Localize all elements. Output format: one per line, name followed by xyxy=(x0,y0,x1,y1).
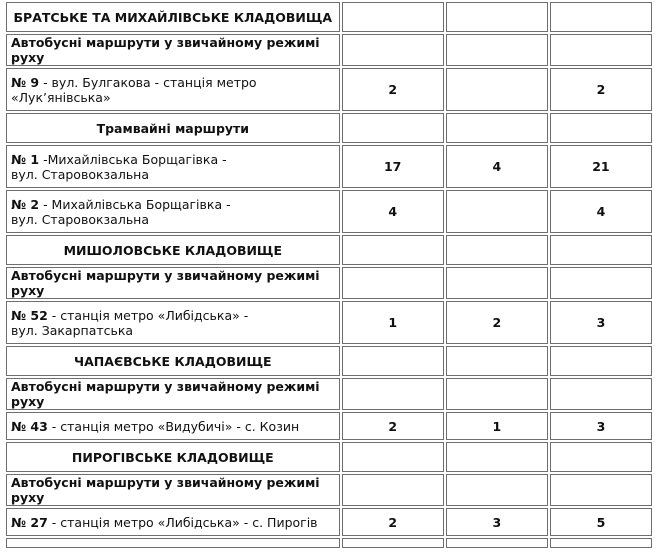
empty-cell xyxy=(550,235,652,265)
empty-cell xyxy=(550,474,652,506)
subsection-header-row xyxy=(6,378,652,410)
route-row xyxy=(6,190,652,233)
vehicle-count-3: 5 xyxy=(550,508,652,536)
transport-schedule-table xyxy=(4,0,654,550)
table-body xyxy=(6,2,652,548)
empty-cell xyxy=(446,346,548,376)
route-path: - станція метро «Видубичі» - с. Козин xyxy=(47,418,300,434)
route-description xyxy=(6,145,340,188)
vehicle-count-1: 17 xyxy=(342,145,444,188)
empty-cell xyxy=(446,442,548,472)
vehicle-count-2: 4 xyxy=(446,145,548,188)
route-path: - вул. Булгакова - станція метро xyxy=(39,74,257,90)
vehicle-count-2: 3 xyxy=(446,508,548,536)
route-description xyxy=(6,190,340,233)
route-path: - станція метро «Либідська» - с. Пирогів xyxy=(47,514,318,530)
route-description xyxy=(6,508,340,536)
empty-cell xyxy=(342,2,444,32)
vehicle-count-1: 2 xyxy=(342,508,444,536)
route-description xyxy=(6,68,340,111)
subsection-title: Автобусні маршрути у звичайному режимі руху xyxy=(6,378,340,410)
route-row xyxy=(6,145,652,188)
route-number: № 27 xyxy=(11,514,48,530)
subsection-title: Автобусні маршрути у звичайному режимі руху xyxy=(6,474,340,506)
section-title: ПИРОГІВСЬКЕ КЛАДОВИЩЕ xyxy=(6,442,340,472)
empty-cell xyxy=(446,378,548,410)
section-header-row xyxy=(6,346,652,376)
vehicle-count-2 xyxy=(446,68,548,111)
route-path: - Михайлівська Борщагівка - xyxy=(39,196,231,212)
vehicle-count-1: 1 xyxy=(342,301,444,344)
subsection-header-row xyxy=(6,34,652,66)
subsection-title: Автобусні маршрути у звичайному режимі руху xyxy=(6,267,340,299)
empty-cell xyxy=(342,346,444,376)
subsection-header-row xyxy=(6,267,652,299)
section-header-row xyxy=(6,2,652,32)
empty-cell xyxy=(446,113,548,143)
route-number: № 43 xyxy=(11,418,48,434)
vehicle-count-2: 1 xyxy=(446,412,548,440)
empty-cell xyxy=(550,346,652,376)
vehicle-count-2 xyxy=(446,190,548,233)
vehicle-count-3: 4 xyxy=(550,190,652,233)
empty-cell xyxy=(342,378,444,410)
empty-cell xyxy=(342,113,444,143)
vehicle-count-1: 2 xyxy=(342,412,444,440)
vehicle-count-1: 4 xyxy=(342,190,444,233)
empty-cell xyxy=(446,267,548,299)
empty-cell xyxy=(6,538,340,548)
vehicle-count-3: 21 xyxy=(550,145,652,188)
route-row xyxy=(6,68,652,111)
vehicle-count-1: 2 xyxy=(342,68,444,111)
empty-cell xyxy=(550,442,652,472)
route-path-continued: вул. Закарпатська xyxy=(11,322,134,338)
vehicle-count-3: 2 xyxy=(550,68,652,111)
empty-cell xyxy=(550,378,652,410)
route-number: № 9 xyxy=(11,74,40,90)
route-row xyxy=(6,301,652,344)
vehicle-count-2: 2 xyxy=(446,301,548,344)
route-description xyxy=(6,301,340,344)
section-title: ЧАПАЄВСЬКЕ КЛАДОВИЩЕ xyxy=(6,346,340,376)
empty-cell xyxy=(550,2,652,32)
schedule-table-container xyxy=(4,0,654,550)
route-row xyxy=(6,508,652,536)
section-title: БРАТСЬКЕ ТА МИХАЙЛІВСЬКЕ КЛАДОВИЩА xyxy=(6,2,340,32)
empty-cell xyxy=(342,538,444,548)
empty-cell xyxy=(446,235,548,265)
empty-cell xyxy=(550,538,652,548)
empty-cell xyxy=(342,442,444,472)
empty-cell xyxy=(342,235,444,265)
empty-cell xyxy=(446,474,548,506)
route-number: № 52 xyxy=(11,307,48,323)
section-title: МИШОЛОВСЬКЕ КЛАДОВИЩЕ xyxy=(6,235,340,265)
empty-cell xyxy=(342,267,444,299)
route-path-continued: вул. Старовокзальна xyxy=(11,166,150,182)
subsection-header-row xyxy=(6,474,652,506)
empty-cell xyxy=(550,267,652,299)
empty-cell xyxy=(342,474,444,506)
section-header-row xyxy=(6,113,652,143)
route-path-continued: вул. Старовокзальна xyxy=(11,211,150,227)
empty-cell xyxy=(446,2,548,32)
empty-cell xyxy=(550,34,652,66)
section-header-row xyxy=(6,442,652,472)
route-path: - станція метро «Либідська» - xyxy=(47,307,249,323)
section-header-row xyxy=(6,235,652,265)
section-title: Трамвайні маршрути xyxy=(6,113,340,143)
empty-cell xyxy=(446,538,548,548)
vehicle-count-3: 3 xyxy=(550,412,652,440)
subsection-title: Автобусні маршрути у звичайному режимі руху xyxy=(6,34,340,66)
route-number: № 1 xyxy=(11,151,40,167)
empty-cell xyxy=(342,34,444,66)
empty-cell xyxy=(446,34,548,66)
empty-cell xyxy=(550,113,652,143)
route-row xyxy=(6,412,652,440)
route-path-continued: «Лук’янівська» xyxy=(11,89,111,105)
route-description xyxy=(6,412,340,440)
blank-row xyxy=(6,538,652,548)
route-number: № 2 xyxy=(11,196,40,212)
route-path: -Михайлівська Борщагівка - xyxy=(39,151,227,167)
vehicle-count-3: 3 xyxy=(550,301,652,344)
